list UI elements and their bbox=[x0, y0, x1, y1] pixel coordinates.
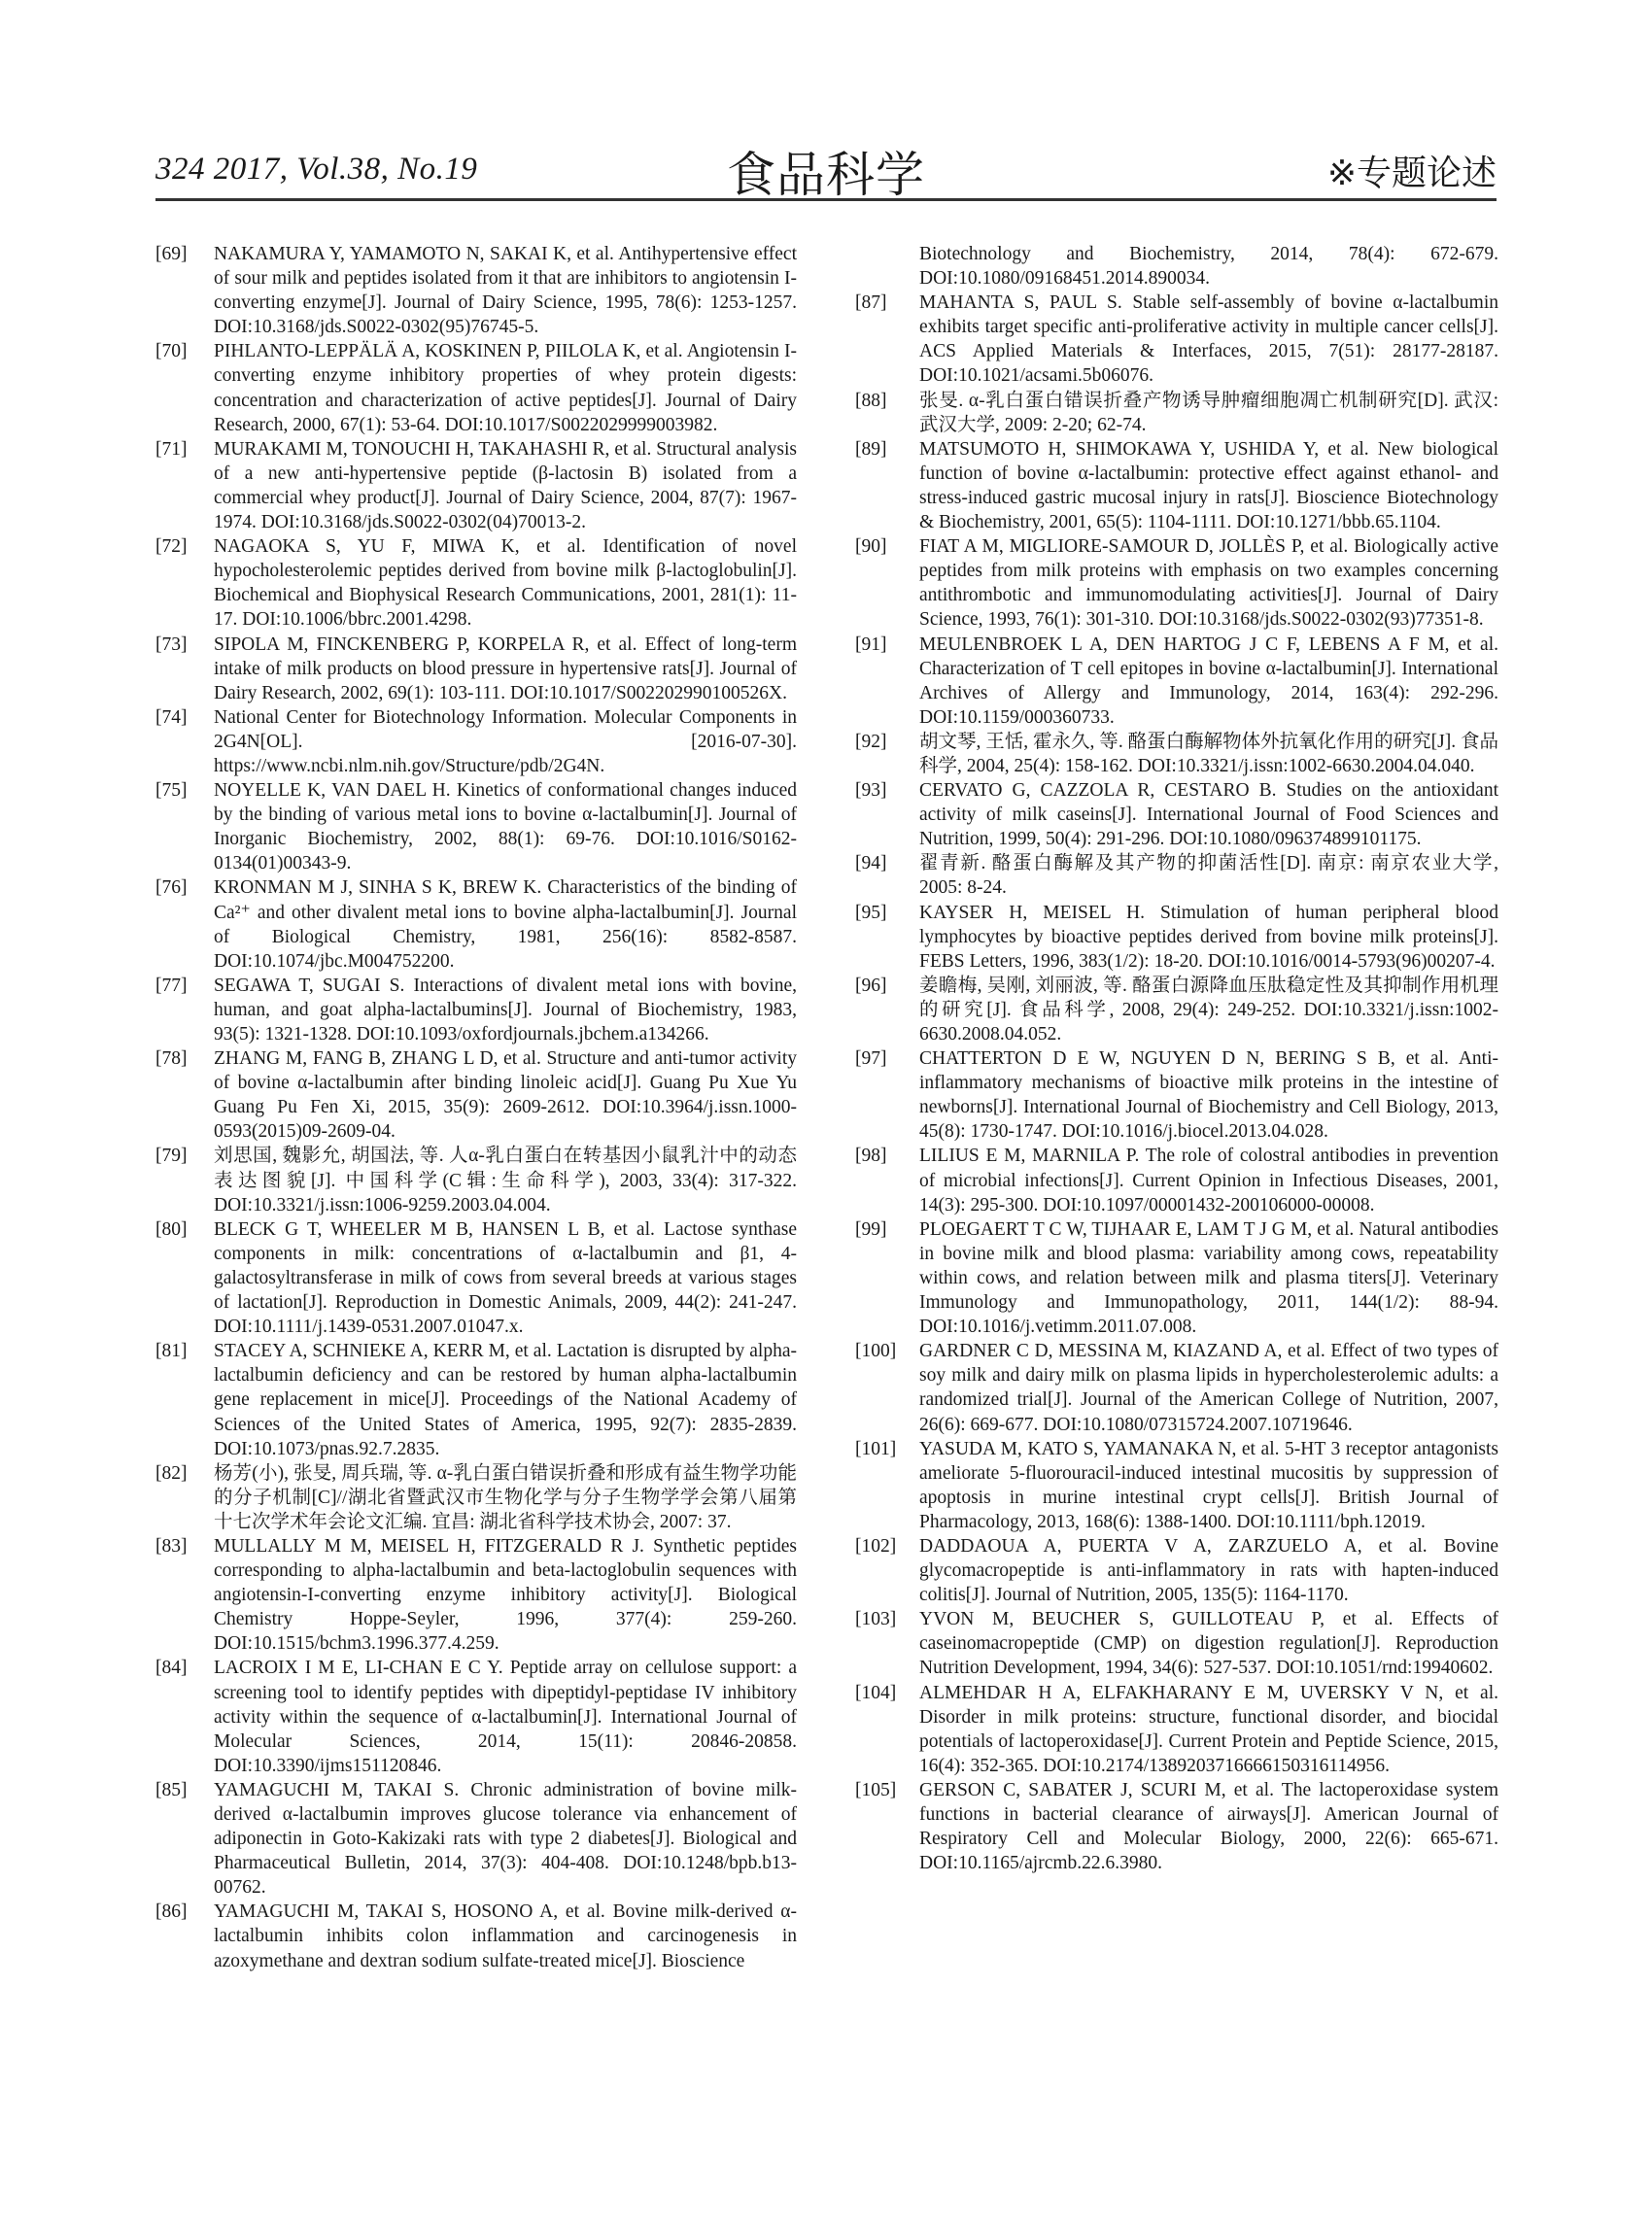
reference-number: [103] bbox=[855, 1609, 897, 1630]
reference-text: LILIUS E M, MARNILA P. The role of colostral antibodies in prevention of microbial infections[J]. Current Opinion in Infectious Diseases, 2001, 14(3): 295-300. DOI:10.1097/00001432-200106000-00008. bbox=[919, 1146, 1498, 1216]
reference-item bbox=[855, 974, 1498, 1046]
reference-item bbox=[855, 1217, 1498, 1339]
reference-text: DADDAOUA A, PUERTA V A, ZARZUELO A, et al. Bovine glycomacropeptide is anti-inflammatory in rats with hapten-induced colitis[J]. Journal of Nutrition, 2005, 135(5): 1164-1170. bbox=[919, 1535, 1498, 1606]
reference-text: MULLALLY M M, MEISEL H, FITZGERALD R J. Synthetic peptides corresponding to alpha-lactalbumin and beta-lactoglobulin sequences with angiotensin-I-converting enzyme inhibitory activity[J]. Biological Chemistry Hoppe-Seyler, 1996, 377(4): 259-260. DOI:10.1515/bchm3.1996.377.4.259. bbox=[214, 1535, 797, 1655]
reference-number: [96] bbox=[855, 975, 887, 996]
reference-number: [105] bbox=[855, 1779, 897, 1800]
reference-item bbox=[855, 778, 1498, 851]
reference-number: [83] bbox=[155, 1535, 188, 1557]
reference-continuation: Biotechnology and Biochemistry, 2014, 78(4): 672-679. DOI:10.1080/09168451.2014.890034. bbox=[919, 244, 1498, 290]
reference-text: 杨芳(小), 张旻, 周兵瑞, 等. α-乳白蛋白错误折叠和形成有益生物学功能的分子机制[C]//湖北省暨武汉市生物化学与分子生物学学会第八届第十七次学术年会论文汇编. 宜昌: 湖北省科学技术协会, 2007: 37. bbox=[214, 1462, 797, 1532]
reference-text: CHATTERTON D E W, NGUYEN D N, BERING S B, et al. Anti-inflammatory mechanisms of bioactive milk proteins in the intestine of newborns[J]. International Journal of Biochemistry and Cell Biology, 2013, 45(8): 1730-1747. DOI:10.1016/j.biocel.2013.04.028. bbox=[919, 1048, 1498, 1143]
reference-item bbox=[855, 901, 1498, 974]
reference-text: 胡文琴, 王恬, 霍永久, 等. 酪蛋白酶解物体外抗氧化作用的研究[J]. 食品科学, 2004, 25(4): 158-162. DOI:10.3321/j.issn:1002-6630.2004.04.040. bbox=[919, 731, 1498, 776]
reference-item bbox=[155, 242, 797, 339]
reference-number: [75] bbox=[155, 780, 188, 802]
reference-text: KRONMAN M J, SINHA S K, BREW K. Characteristics of the binding of Ca²⁺ and other divalent metal ions to bovine alpha-lactalbumin[J]. Journal of Biological Chemistry, 1981, 256(16): 8582-8587. DOI:10.1074/jbc.M004752200. bbox=[214, 877, 797, 972]
reference-text: MEULENBROEK L A, DEN HARTOG J C F, LEBENS A F M, et al. Characterization of T cell epitopes in bovine α-lactalbumin[J]. International Archives of Allergy and Immunology, 2014, 163(4): 292-296. DOI:10.1159/000360733. bbox=[919, 634, 1498, 728]
reference-number: [92] bbox=[855, 731, 887, 752]
reference-number: [88] bbox=[855, 390, 887, 411]
reference-item bbox=[855, 389, 1498, 437]
reference-item bbox=[155, 705, 797, 778]
reference-text: National Center for Biotechnology Information. Molecular Components in 2G4N[OL]. [2016-07-30]. https://www.ncbi.nlm.nih.gov/Structure/pdb/2G4N. bbox=[214, 706, 797, 776]
header-rule bbox=[155, 198, 1497, 201]
reference-item bbox=[855, 730, 1498, 778]
reference-item bbox=[855, 851, 1498, 900]
reference-item bbox=[155, 1339, 797, 1460]
reference-number: [71] bbox=[155, 438, 188, 460]
reference-number: [90] bbox=[855, 536, 887, 558]
reference-item bbox=[855, 1144, 1498, 1216]
reference-text: 姜瞻梅, 吴刚, 刘丽波, 等. 酪蛋白源降血压肽稳定性及其抑制作用机理的研究[J]. 食品科学, 2008, 29(4): 249-252. DOI:10.3321/j.issn:1002-6630.2008.04.052. bbox=[919, 975, 1498, 1045]
reference-number: [104] bbox=[855, 1682, 897, 1703]
reference-item bbox=[855, 1339, 1498, 1436]
reference-number: [69] bbox=[155, 244, 188, 264]
reference-item bbox=[855, 291, 1498, 388]
reference-item bbox=[155, 1778, 797, 1900]
section-label: ※专题论述 bbox=[1326, 154, 1497, 193]
page-header bbox=[155, 136, 1497, 203]
reference-item bbox=[155, 534, 797, 632]
reference-item bbox=[855, 437, 1498, 534]
reference-text: YAMAGUCHI M, TAKAI S, HOSONO A, et al. Bovine milk-derived α-lactalbumin inhibits colon inflammation and carcinogenesis in azoxymethane and dextran sodium sulfate-treated mice[J]. Bioscience bbox=[214, 1901, 797, 1971]
reference-number: [85] bbox=[155, 1779, 188, 1800]
journal-title: 食品科学 bbox=[727, 147, 925, 203]
reference-number: [89] bbox=[855, 438, 887, 460]
reference-text: YASUDA M, KATO S, YAMANAKA N, et al. 5-HT 3 receptor antagonists ameliorate 5-fluorouracil-induced intestinal mucositis by suppression of apoptosis in murine intestinal crypt cells[J]. British Journal of Pharmacology, 2013, 168(6): 1388-1400. DOI:10.1111/bph.12019. bbox=[919, 1438, 1498, 1532]
reference-text: STACEY A, SCHNIEKE A, KERR M, et al. Lactation is disrupted by alpha-lactalbumin deficiency and can be restored by human alpha-lactalbumin gene replacement in mice[J]. Proceedings of the National Academy of Sciences of the United States of America, 1995, 92(7): 2835-2839. DOI:10.1073/pnas.92.7.2835. bbox=[214, 1341, 797, 1459]
reference-text: LACROIX I M E, LI-CHAN E C Y. Peptide array on cellulose support: a screening tool to identify peptides with dipeptidyl-peptidase IV inhibitory activity within the sequence of α-lactalbumin[J]. International Journal of Molecular Sciences, 2014, 15(11): 20846-20858. DOI:10.3390/ijms151120846. bbox=[214, 1658, 797, 1776]
reference-item bbox=[855, 633, 1498, 730]
reference-number: [74] bbox=[155, 706, 188, 728]
reference-number: [97] bbox=[855, 1048, 887, 1070]
reference-text: KAYSER H, MEISEL H. Stimulation of human peripheral blood lymphocytes by bioactive peptides derived from bovine milk proteins[J]. FEBS Letters, 1996, 383(1/2): 18-20. DOI:10.1016/0014-5793(96)00207-4. bbox=[919, 902, 1498, 972]
reference-text: MURAKAMI M, TONOUCHI H, TAKAHASHI R, et al. Structural analysis of a new anti-hypertensive peptide (β-lactosin B) isolated from a commercial whey product[J]. Journal of Dairy Science, 2004, 87(7): 1967-1974. DOI:10.3168/jds.S0022-0302(04)70013-2. bbox=[214, 438, 797, 533]
reference-number: [101] bbox=[855, 1438, 897, 1459]
reference-number: [77] bbox=[155, 975, 188, 996]
reference-number: [95] bbox=[855, 902, 887, 923]
reference-text: PIHLANTO-LEPPÄLÄ A, KOSKINEN P, PIILOLA K, et al. Angiotensin I-converting enzyme inhibitory properties of whey protein digests: concentration and characterization of active peptides[J]. Journal of Dairy Research, 2000, 67(1): 53-64. DOI:10.1017/S0022029999003982. bbox=[214, 341, 797, 435]
reference-number: [72] bbox=[155, 536, 188, 558]
reference-number: [80] bbox=[155, 1218, 188, 1240]
reference-item bbox=[855, 1534, 1498, 1607]
reference-number: [78] bbox=[155, 1048, 188, 1070]
reference-item bbox=[155, 437, 797, 534]
reference-item bbox=[155, 1144, 797, 1216]
reference-number: [76] bbox=[155, 877, 188, 899]
reference-item bbox=[855, 1778, 1498, 1875]
reference-text: ZHANG M, FANG B, ZHANG L D, et al. Structure and anti-tumor activity of bovine α-lactalbumin after binding linoleic acid[J]. Guang Pu Xue Yu Guang Pu Fen Xi, 2015, 35(9): 2609-2612. DOI:10.3964/j.issn.1000-0593(2015)09-2609-04. bbox=[214, 1048, 797, 1143]
reference-text: FIAT A M, MIGLIORE-SAMOUR D, JOLLÈS P, et al. Biologically active peptides from milk proteins with emphasis on two examples concerning antithrombotic and immunomodulating activities[J]. Journal of Dairy Science, 1993, 76(1): 301-310. DOI:10.3168/jds.S0022-0302(93)77351-8. bbox=[919, 536, 1498, 631]
reference-text: PLOEGAERT T C W, TIJHAAR E, LAM T J G M, et al. Natural antibodies in bovine milk and blood plasma: variability among cows, repeatability within cows, and relation between milk and plasma titers[J]. Veterinary Immunology and Immunopathology, 2011, 144(1/2): 88-94. DOI:10.1016/j.vetimm.2011.07.008. bbox=[919, 1218, 1498, 1338]
reference-text: YVON M, BEUCHER S, GUILLOTEAU P, et al. Effects of caseinomacropeptide (CMP) on digestion regulation[J]. Reproduction Nutrition Development, 1994, 34(6): 527-537. DOI:10.1051/rnd:19940602. bbox=[919, 1609, 1498, 1679]
reference-item bbox=[855, 1607, 1498, 1680]
reference-number: [91] bbox=[855, 634, 887, 655]
reference-text: SEGAWA T, SUGAI S. Interactions of divalent metal ions with bovine, human, and goat alpha-lactalbumins[J]. Journal of Biochemistry, 1983, 93(5): 1321-1328. DOI:10.1093/oxfordjournals.jbchem.a134266. bbox=[214, 975, 797, 1045]
reference-item bbox=[155, 339, 797, 436]
reference-text: ALMEHDAR H A, ELFAKHARANY E M, UVERSKY V N, et al. Disorder in milk proteins: structure, functional disorder, and biocidal potentials of lactoperoxidase[J]. Current Protein and Peptide Science, 2015, 16(4): 352-365. DOI:10.2174/1389203716666150316114956. bbox=[919, 1682, 1498, 1776]
reference-text: MATSUMOTO H, SHIMOKAWA Y, USHIDA Y, et al. New biological function of bovine α-lactalbumin: protective effect against ethanol- and stress-induced gastric mucosal injury in rats[J]. Bioscience Biotechnology & Biochemistry, 2001, 65(5): 1104-1111. DOI:10.1271/bbb.65.1104. bbox=[919, 438, 1498, 533]
reference-number: [93] bbox=[855, 780, 887, 802]
reference-item bbox=[155, 1534, 797, 1656]
reference-text: CERVATO G, CAZZOLA R, CESTARO B. Studies on the antioxidant activity of milk caseins[J]. International Journal of Food Sciences and Nutrition, 1999, 50(4): 291-296. DOI:10.1080/096374899101175. bbox=[919, 780, 1498, 850]
reference-number: [94] bbox=[855, 853, 887, 874]
reference-number: [102] bbox=[855, 1535, 897, 1557]
reference-number: [98] bbox=[855, 1146, 887, 1167]
page-info: 324 2017, Vol.38, No.19 bbox=[155, 152, 478, 187]
reference-text: YAMAGUCHI M, TAKAI S. Chronic administration of bovine milk-derived α-lactalbumin improves glucose tolerance via enhancement of adiponectin in Goto-Kakizaki rats with type 2 diabetes[J]. Biological and Pharmaceutical Bulletin, 2014, 37(3): 404-408. DOI:10.1248/bpb.b13-00762. bbox=[214, 1779, 797, 1899]
reference-number: [82] bbox=[155, 1462, 188, 1484]
reference-item bbox=[155, 974, 797, 1046]
reference-number: [81] bbox=[155, 1341, 188, 1362]
reference-item bbox=[155, 633, 797, 705]
reference-number: [73] bbox=[155, 634, 188, 655]
reference-item bbox=[855, 1046, 1498, 1144]
reference-text: NAGAOKA S, YU F, MIWA K, et al. Identification of novel hypocholesterolemic peptides derived from bovine milk β-lactoglobulin[J]. Biochemical and Biophysical Research Communications, 2001, 281(1): 11-17. DOI:10.1006/bbrc.2001.4298. bbox=[214, 536, 797, 631]
reference-text: MAHANTA S, PAUL S. Stable self-assembly of bovine α-lactalbumin exhibits target specific anti-proliferative activity in multiple cancer cells[J]. ACS Applied Materials & Interfaces, 2015, 7(51): 28177-28187. DOI:10.1021/acsami.5b06076. bbox=[919, 292, 1498, 387]
reference-item bbox=[855, 1437, 1498, 1534]
reference-item bbox=[155, 1217, 797, 1339]
reference-item bbox=[855, 1681, 1498, 1778]
reference-item bbox=[155, 1461, 797, 1534]
reference-item bbox=[855, 534, 1498, 632]
reference-text: 翟青新. 酪蛋白酶解及其产物的抑菌活性[D]. 南京: 南京农业大学, 2005: 8-24. bbox=[919, 853, 1498, 899]
reference-text: SIPOLA M, FINCKENBERG P, KORPELA R, et al. Effect of long-term intake of milk products on blood pressure in hypertensive rats[J]. Journal of Dairy Research, 2002, 69(1): 103-111. DOI:10.1017/S002202990100526X. bbox=[214, 634, 797, 703]
reference-number: [84] bbox=[155, 1658, 188, 1679]
reference-text: NOYELLE K, VAN DAEL H. Kinetics of conformational changes induced by the binding of various metal ions to bovine α-lactalbumin[J]. Journal of Inorganic Biochemistry, 2002, 88(1): 69-76. DOI:10.1016/S0162-0134(01)00343-9. bbox=[214, 780, 797, 874]
reference-column-left bbox=[155, 242, 797, 1973]
reference-number: [70] bbox=[155, 341, 188, 362]
reference-item bbox=[155, 778, 797, 875]
reference-text: GARDNER C D, MESSINA M, KIAZAND A, et al. Effect of two types of soy milk and dairy milk on plasma lipids in hypercholesterolemic adults: a randomized trial[J]. Journal of the American College of Nutrition, 2007, 26(6): 669-677. DOI:10.1080/07315724.2007.10719646. bbox=[919, 1341, 1498, 1435]
reference-item bbox=[155, 1656, 797, 1777]
reference-number: [79] bbox=[155, 1146, 188, 1167]
reference-column-right bbox=[855, 242, 1498, 1875]
reference-number: [86] bbox=[155, 1901, 188, 1923]
reference-item bbox=[155, 1900, 797, 1972]
reference-text: GERSON C, SABATER J, SCURI M, et al. The lactoperoxidase system functions in bacterial clearance of airways[J]. American Journal of Respiratory Cell and Molecular Biology, 2000, 22(6): 665-671. DOI:10.1165/ajrcmb.22.6.3980. bbox=[919, 1779, 1498, 1874]
reference-item bbox=[155, 875, 797, 973]
reference-item bbox=[155, 1046, 797, 1144]
reference-number: [99] bbox=[855, 1218, 887, 1240]
reference-text: NAKAMURA Y, YAMAMOTO N, SAKAI K, et al. Antihypertensive effect of sour milk and peptides isolated from it that are inhibitors to angiotensin I-converting enzyme[J]. Journal of Dairy Science, 1995, 78(6): 1253-1257. DOI:10.3168/jds.S0022-0302(95)76745-5. bbox=[214, 244, 797, 338]
reference-text: 张旻. α-乳白蛋白错误折叠产物诱导肿瘤细胞凋亡机制研究[D]. 武汉: 武汉大学, 2009: 2-20; 62-74. bbox=[919, 390, 1498, 435]
reference-text: BLECK G T, WHEELER M B, HANSEN L B, et al. Lactose synthase components in milk: concentrations of α-lactalbumin and β1, 4-galactosyltransferase in milk of cows from several breeds at various stages of lactation[J]. Reproduction in Domestic Animals, 2009, 44(2): 241-247. DOI:10.1111/j.1439-0531.2007.01047.x. bbox=[214, 1218, 797, 1338]
reference-text: 刘思国, 魏影允, 胡国法, 等. 人α-乳白蛋白在转基因小鼠乳汁中的动态表达图貌[J]. 中国科学(C辑:生命科学), 2003, 33(4): 317-322. DOI:10.3321/j.issn:1006-9259.2003.04.004. bbox=[214, 1146, 797, 1216]
reference-number: [100] bbox=[855, 1341, 897, 1362]
reference-number: [87] bbox=[855, 292, 887, 314]
